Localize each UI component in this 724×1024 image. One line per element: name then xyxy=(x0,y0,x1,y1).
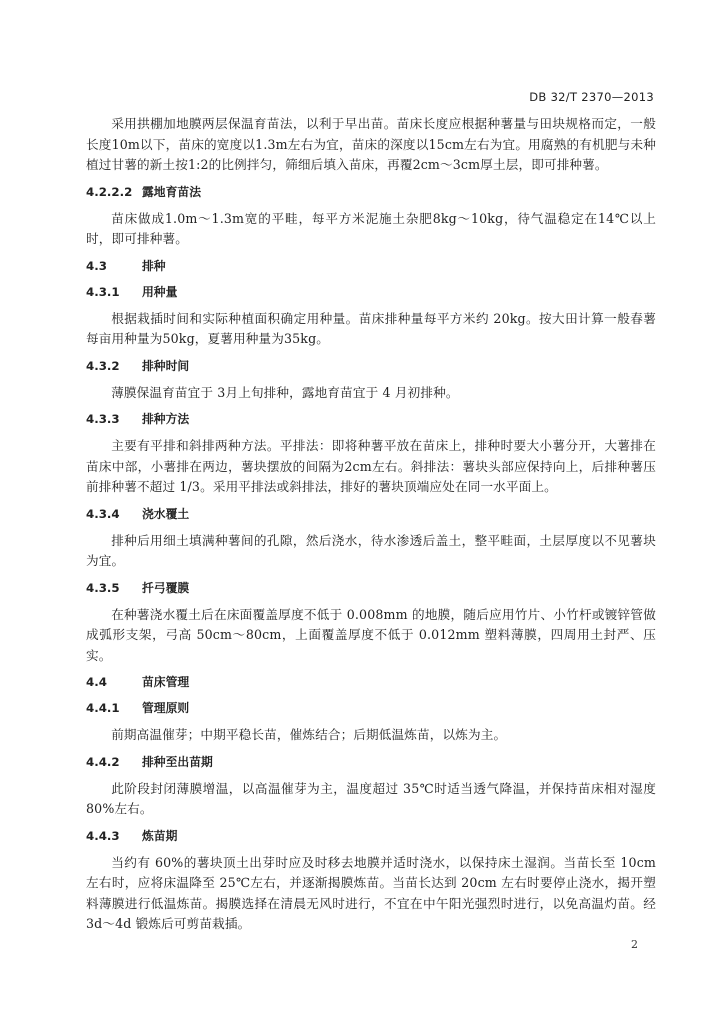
body-paragraph: 采用拱棚加地膜两层保温育苗法，以利于早出苗。苗床长度应根据种薯量与田块规格而定，一般长度10m以下，苗床的宽度以1.3m左右为宜，苗床的深度以15cm左右为宜。用腐熟的有机肥与未种植过甘薯的新土按1:2的比例拌匀，筛细后填入苗床，再覆2cm～3cm厚土层，即可排种薯。 xyxy=(86,116,656,172)
section-heading xyxy=(86,827,656,845)
section-title: 苗床管理 xyxy=(142,675,190,689)
body-paragraph: 主要有平排和斜排两种方法。平排法：即将种薯平放在苗床上，排种时要大小薯分开，大薯排在苗床中部，小薯排在两边，薯块摆放的间隔为2cm左右。斜排法：薯块头部应保持向上，后排种薯压前排种薯不超过 1/3。采用平排法或斜排法，排好的薯块顶端应处在同一水平面上。 xyxy=(86,438,656,494)
section-title: 扦弓覆膜 xyxy=(142,580,190,595)
section-number: 4.2.2.2 xyxy=(86,184,133,199)
section-heading xyxy=(86,257,656,275)
section-title: 排种方法 xyxy=(142,412,190,426)
section-title: 炼苗期 xyxy=(142,828,178,843)
section-title: 用种量 xyxy=(142,284,178,299)
body-paragraph: 苗床做成1.0m～1.3m宽的平畦，每平方米泥施土杂肥8kg～10kg，待气温稳定在14℃以上时，即可排种薯。 xyxy=(86,210,656,246)
section-heading xyxy=(86,753,656,771)
section-number: 4.3.4 xyxy=(86,506,120,521)
section-heading xyxy=(86,579,656,597)
section-number: 4.4 xyxy=(86,675,107,689)
section-heading xyxy=(86,283,656,301)
document-body xyxy=(86,114,656,942)
section-heading xyxy=(86,699,656,717)
section-number: 4.3.3 xyxy=(86,412,120,426)
section-heading xyxy=(86,505,656,523)
section-title: 排种时间 xyxy=(142,358,190,373)
section-number: 4.3 xyxy=(86,258,107,273)
body-paragraph: 排种后用细土填满种薯间的孔隙，然后浇水，待水渗透后盖土，整平畦面，土层厚度以不见薯块为宜。 xyxy=(86,532,656,568)
body-paragraph: 在种薯浇水覆土后在床面覆盖厚度不低于 0.008mm 的地膜，随后应用竹片、小竹杆或镀锌管做成弧形支架，弓高 50cm～80cm，上面覆盖厚度不低于 0.012mm 塑料薄膜，四周用土封严、压实。 xyxy=(86,606,656,663)
page-number: 2 xyxy=(631,938,638,951)
section-number: 4.3.2 xyxy=(86,358,120,373)
section-title: 浇水覆土 xyxy=(142,506,190,521)
body-paragraph: 前期高温催芽；中期平稳长苗，催炼结合；后期低温炼苗，以炼为主。 xyxy=(111,727,507,742)
section-heading xyxy=(86,410,656,428)
section-heading xyxy=(86,673,656,691)
section-title: 排种 xyxy=(142,258,166,273)
section-heading xyxy=(86,183,656,201)
section-title: 露地育苗法 xyxy=(142,184,201,199)
section-number: 4.3.5 xyxy=(86,580,120,595)
section-heading xyxy=(86,357,656,375)
section-number: 4.4.2 xyxy=(86,754,120,769)
section-number: 4.4.1 xyxy=(86,701,120,715)
standard-code-header: DB 32/T 2370—2013 xyxy=(529,90,654,104)
body-paragraph: 薄膜保温育苗宜于 3月上旬排种，露地育苗宜于 4 月初排种。 xyxy=(111,384,459,400)
section-title: 管理原则 xyxy=(142,701,190,715)
section-number: 4.3.1 xyxy=(86,284,120,299)
body-paragraph: 此阶段封闭薄膜增温，以高温催芽为主，温度超过 35℃时适当透气降温，并保持苗床相对湿度 80%左右。 xyxy=(86,780,656,816)
body-paragraph: 当约有 60%的薯块顶土出芽时应及时移去地膜并适时浇水，以保持床土湿润。当苗长至 10cm 左右时，应将床温降至 25℃左右，并逐渐揭膜炼苗。当苗长达到 20cm 左右时要停止浇水，揭开塑料薄膜进行低温炼苗。揭膜选择在清晨无风时进行，不宜在中午阳光强烈时进行，以免高温灼苗。经 3d～4d 锻炼后可剪苗栽插。 xyxy=(86,854,656,931)
section-number: 4.4.3 xyxy=(86,828,120,843)
body-paragraph: 根据栽插时间和实际种植面积确定用种量。苗床排种量每平方米约 20kg。按大田计算一般春薯每亩用种量为50kg，夏薯用种量为35kg。 xyxy=(86,310,656,346)
section-title: 排种至出苗期 xyxy=(142,754,213,769)
